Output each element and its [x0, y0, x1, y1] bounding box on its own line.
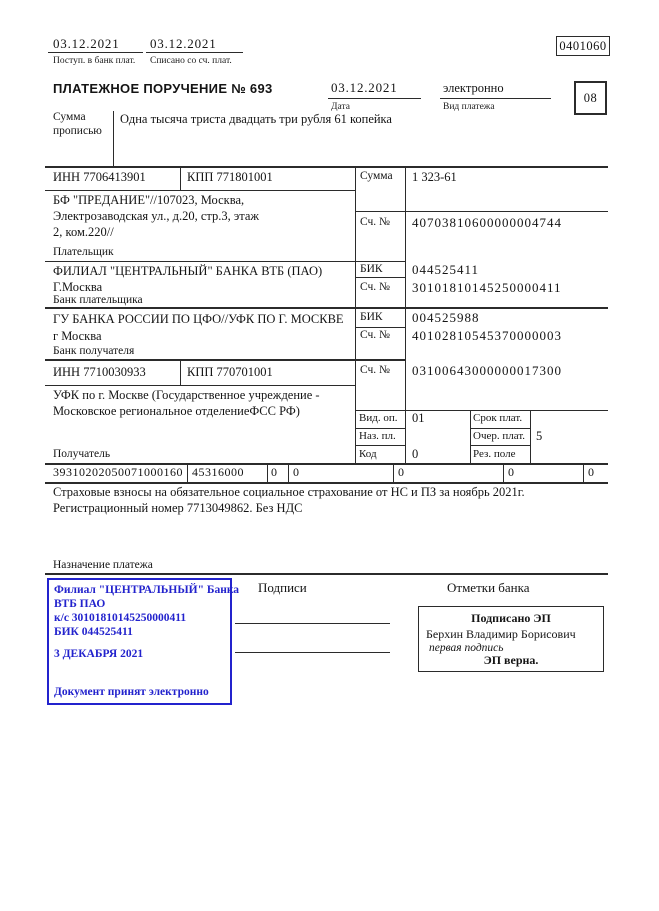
- beneficiary-bank-bik: 004525988: [412, 310, 480, 325]
- beneficiary-account-label: Сч. №: [360, 364, 391, 376]
- divider: [470, 428, 530, 429]
- esign-title: Подписано ЭП: [471, 611, 551, 625]
- amount-words-label-2: прописью: [53, 125, 102, 137]
- divider: [288, 463, 289, 483]
- purpose-code-label: Наз. пл.: [359, 430, 396, 442]
- divider: [180, 361, 181, 385]
- priority-label: Очер. плат.: [473, 430, 526, 442]
- stamp-line-2: ВТБ ПАО: [54, 598, 106, 610]
- payer-address-line-3: 2, ком.220//: [53, 225, 114, 239]
- payer-inn: ИНН 7706413901: [53, 170, 146, 184]
- esign-valid: ЭП верна.: [483, 653, 539, 667]
- signature-line: [235, 623, 390, 624]
- payment-term-label: Срок плат.: [473, 412, 523, 424]
- payer-label: Плательщик: [53, 246, 114, 258]
- tax-field-type: 0: [588, 465, 595, 479]
- divider: [470, 445, 530, 446]
- divider: [45, 359, 405, 361]
- tax-field-date: 0: [508, 465, 515, 479]
- tax-field-basis: 0: [271, 465, 278, 479]
- divider: [355, 428, 405, 429]
- status-code-box: [574, 81, 607, 115]
- divider: [440, 98, 551, 99]
- beneficiary-bank-city: г Москва: [53, 329, 102, 343]
- beneficiary-bank-name: ГУ БАНКА РОССИИ ПО ЦФО//УФК ПО Г. МОСКВЕ: [53, 312, 344, 326]
- beneficiary-bank-account: 40102810545370000003: [412, 328, 562, 343]
- payer-bank-city: Г.Москва: [53, 280, 103, 294]
- divider: [393, 463, 394, 483]
- bank-marks-heading: Отметки банка: [447, 580, 530, 595]
- divider: [355, 277, 405, 278]
- status-code: 08: [583, 90, 598, 105]
- divider: [355, 211, 608, 212]
- payer-address-line-1: БФ "ПРЕДАНИЕ"//107023, Москва,: [53, 193, 245, 207]
- tax-field-kbk: 39310202050071000160: [53, 465, 183, 479]
- payer-kpp: КПП 771801001: [187, 170, 273, 184]
- divider: [45, 573, 608, 575]
- code-label: Код: [359, 448, 377, 460]
- divider: [355, 445, 405, 446]
- amount-in-words: Одна тысяча триста двадцать три рубля 61 копейка: [120, 112, 392, 126]
- divider: [267, 463, 268, 483]
- beneficiary-inn: ИНН 7710030933: [53, 365, 146, 379]
- payer-address-line-2: Электрозаводская ул., д.20, стр.3, этаж: [53, 209, 260, 223]
- page-title: ПЛАТЕЖНОЕ ПОРУЧЕНИЕ № 693: [53, 81, 273, 96]
- divider: [180, 166, 181, 190]
- stamp-corr-account: к/с 30101810145250000411: [54, 612, 187, 624]
- esign-box: [418, 606, 604, 672]
- document-date: 03.12.2021: [331, 80, 398, 95]
- beneficiary-bank-bik-label: БИК: [360, 311, 383, 323]
- payer-bank-account: 30101810145250000411: [412, 280, 562, 295]
- divider: [328, 98, 421, 99]
- beneficiary-bank-label: Банк получателя: [53, 345, 135, 357]
- beneficiary-bank-account-label: Сч. №: [360, 329, 391, 341]
- operation-type-label: Вид. оп.: [359, 412, 398, 424]
- operation-type: 01: [412, 411, 425, 425]
- payment-kind: электронно: [443, 81, 504, 95]
- beneficiary-name-line-1: УФК по г. Москве (Государственное учреждение -: [53, 388, 320, 402]
- divider: [45, 190, 355, 191]
- esign-name: Берхин Владимир Борисович: [426, 627, 576, 641]
- form-code-box: [556, 36, 610, 56]
- esign-role: первая подпись: [429, 642, 504, 654]
- stamp-note: Документ принят электронно: [54, 686, 209, 698]
- divider: [405, 166, 406, 464]
- payer-account: 40703810600000004744: [412, 215, 562, 230]
- signature-line: [235, 652, 390, 653]
- stamp-bik: БИК 044525411: [54, 626, 133, 638]
- divider: [45, 385, 355, 386]
- payer-bank-bik: 044525411: [412, 262, 480, 277]
- debited-date: 03.12.2021: [150, 36, 217, 51]
- reserve-field-label: Рез. поле: [473, 448, 516, 460]
- beneficiary-kpp: КПП 770701001: [187, 365, 273, 379]
- beneficiary-account: 03100643000000017300: [412, 363, 562, 378]
- divider: [187, 463, 188, 483]
- tax-field-period: 0: [293, 465, 300, 479]
- debited-date-label: Списано со сч. плат.: [150, 56, 232, 66]
- payer-account-label: Сч. №: [360, 216, 391, 228]
- received-date-label: Поступ. в банк плат.: [53, 56, 136, 66]
- divider: [530, 410, 531, 464]
- stamp-line-1: Филиал "ЦЕНТРАЛЬНЫЙ" Банка: [54, 584, 240, 596]
- sum-label: Сумма: [360, 170, 393, 182]
- signatures-heading: Подписи: [258, 580, 307, 595]
- divider: [45, 261, 405, 262]
- divider: [583, 463, 584, 483]
- divider: [45, 166, 608, 168]
- code-value: 0: [412, 447, 419, 461]
- date-label: Дата: [331, 102, 350, 112]
- purpose-label: Назначение платежа: [53, 559, 153, 571]
- divider: [355, 166, 356, 464]
- beneficiary-label: Получатель: [53, 448, 111, 460]
- priority-value: 5: [536, 429, 543, 443]
- divider: [146, 52, 243, 53]
- divider: [355, 410, 608, 411]
- divider: [48, 52, 143, 53]
- payer-bank-label: Банк плательщика: [53, 294, 143, 306]
- stamp-date: 3 ДЕКАБРЯ 2021: [54, 648, 144, 660]
- tax-field-number: 0: [398, 465, 405, 479]
- bank-stamp: [47, 578, 240, 705]
- payer-bank-name: ФИЛИАЛ "ЦЕНТРАЛЬНЫЙ" БАНКА ВТБ (ПАО): [53, 264, 323, 278]
- received-date: 03.12.2021: [53, 36, 120, 51]
- purpose-line-2: Регистрационный номер 7713049862. Без НДС: [53, 501, 303, 515]
- amount-words-label-1: Сумма: [53, 111, 86, 123]
- purpose-line-1: Страховые взносы на обязательное социальное страхование от НС и ПЗ за ноябрь 2021г.: [53, 485, 525, 499]
- beneficiary-name-line-2: Московское региональное отделениеФСС РФ): [53, 404, 300, 418]
- divider: [470, 410, 471, 464]
- sum-value: 1 323-61: [412, 170, 457, 184]
- divider: [503, 463, 504, 483]
- divider: [45, 482, 608, 484]
- payment-kind-label: Вид платежа: [443, 102, 495, 112]
- divider: [45, 307, 608, 309]
- divider: [355, 327, 405, 328]
- payer-bank-bik-label: БИК: [360, 263, 383, 275]
- form-code: 0401060: [559, 38, 607, 53]
- tax-field-oktmo: 45316000: [192, 465, 244, 479]
- divider: [113, 111, 114, 167]
- payer-bank-account-label: Сч. №: [360, 281, 391, 293]
